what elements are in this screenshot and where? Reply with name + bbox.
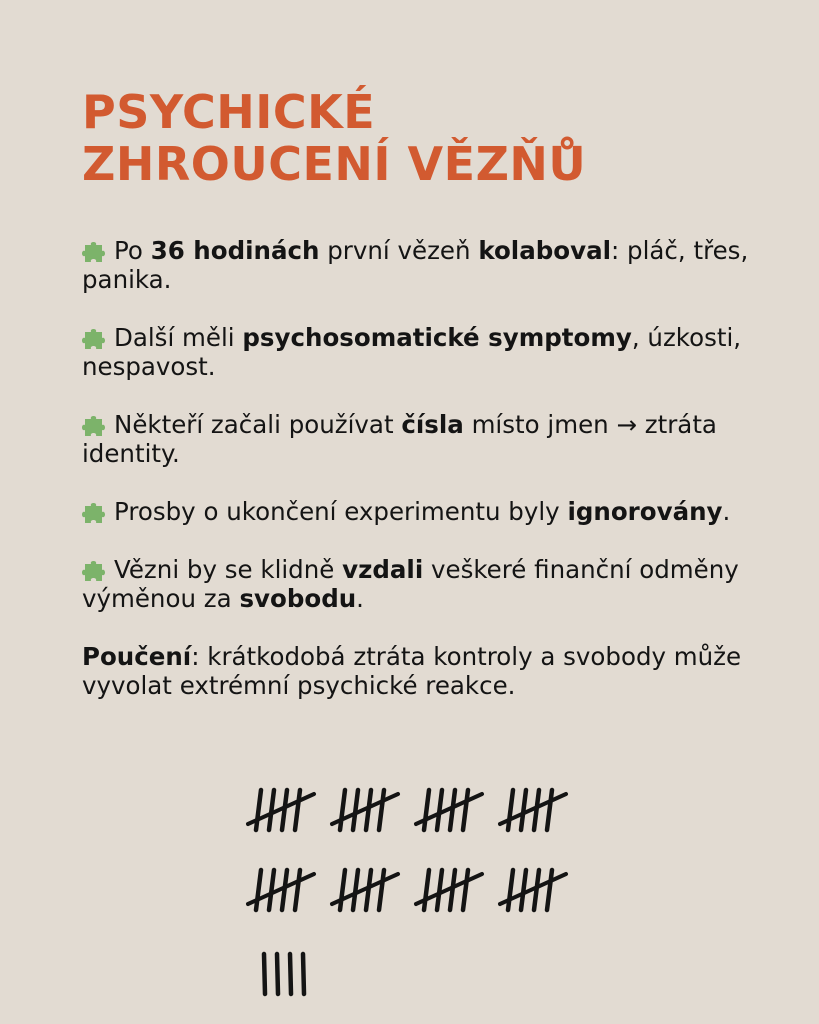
list-item: Vězni by se klidně vzdali veškeré finanční odměny výměnou za svobodu.: [82, 555, 739, 613]
tally-stroke: [508, 790, 513, 830]
tally-stroke: [256, 870, 261, 910]
tally-stroke: [379, 790, 384, 830]
lesson-paragraph: [82, 642, 752, 700]
bold-text: psychosomatické symptomy: [242, 323, 632, 352]
tally-stroke: [295, 870, 300, 910]
tally-stroke: [303, 954, 304, 994]
tally-stroke: [264, 954, 265, 994]
tally-stroke: [295, 790, 300, 830]
lesson-text: : krátkodobá ztráta kontroly a svobody může vyvolat extrémní psychické reakce.: [82, 642, 742, 700]
page-title: [82, 86, 586, 190]
tally-stroke: [353, 790, 358, 830]
bold-text: čísla: [401, 410, 464, 439]
tally-stroke: [437, 870, 442, 910]
bold-text: svobodu: [239, 584, 357, 613]
tally-stroke: [437, 790, 442, 830]
tally-stroke: [424, 790, 429, 830]
tally-stroke: [534, 790, 539, 830]
tally-stroke: [282, 870, 287, 910]
tally-slash: [248, 794, 314, 824]
content: [82, 236, 752, 700]
tally-slash: [332, 874, 398, 904]
tally-stroke: [290, 954, 291, 994]
tally-stroke: [256, 790, 261, 830]
tally-stroke: [277, 954, 278, 994]
tally-slash: [416, 794, 482, 824]
puzzle-piece-icon: [82, 239, 108, 263]
bold-text: kolaboval: [478, 236, 611, 265]
bold-text: vzdali: [342, 555, 424, 584]
lesson-label: Poučení: [82, 642, 192, 671]
tally-stroke: [508, 870, 513, 910]
tally-stroke: [534, 870, 539, 910]
puzzle-piece-icon: [82, 500, 108, 524]
title-line-1: PSYCHICKÉ: [82, 85, 376, 139]
bold-text: 36 hodinách: [150, 236, 320, 265]
tally-stroke: [379, 870, 384, 910]
tally-stroke: [424, 870, 429, 910]
puzzle-piece-icon: [82, 413, 108, 437]
bold-text: ignorovány: [567, 497, 723, 526]
tally-stroke: [463, 790, 468, 830]
list-item: Po 36 hodinách první vězeň kolaboval: pláč, třes, panika.: [82, 236, 749, 294]
tally-slash: [248, 874, 314, 904]
tally-stroke: [463, 870, 468, 910]
tally-stroke: [521, 870, 526, 910]
tally-stroke: [269, 870, 274, 910]
tally-stroke: [340, 870, 345, 910]
tally-slash: [500, 874, 566, 904]
tally-stroke: [366, 790, 371, 830]
tally-stroke: [547, 790, 552, 830]
tally-slash: [500, 794, 566, 824]
tally-stroke: [269, 790, 274, 830]
tally-stroke: [282, 790, 287, 830]
tally-stroke: [366, 870, 371, 910]
tally-stroke: [353, 870, 358, 910]
tally-stroke: [340, 790, 345, 830]
tally-stroke: [450, 790, 455, 830]
tally-slash: [416, 874, 482, 904]
list-item: Další měli psychosomatické symptomy, úzkosti, nespavost.: [82, 323, 742, 381]
list-item: Prosby o ukončení experimentu byly ignorovány.: [82, 497, 752, 526]
title-line-2: ZHROUCENÍ VĚZŇŮ: [82, 137, 587, 191]
tally-stroke: [450, 870, 455, 910]
tally-stroke: [521, 790, 526, 830]
puzzle-piece-icon: [82, 326, 108, 350]
list-item: Někteří začali používat čísla místo jmen → ztráta identity.: [82, 410, 717, 468]
puzzle-piece-icon: [82, 558, 108, 582]
tally-slash: [332, 794, 398, 824]
tally-stroke: [547, 870, 552, 910]
